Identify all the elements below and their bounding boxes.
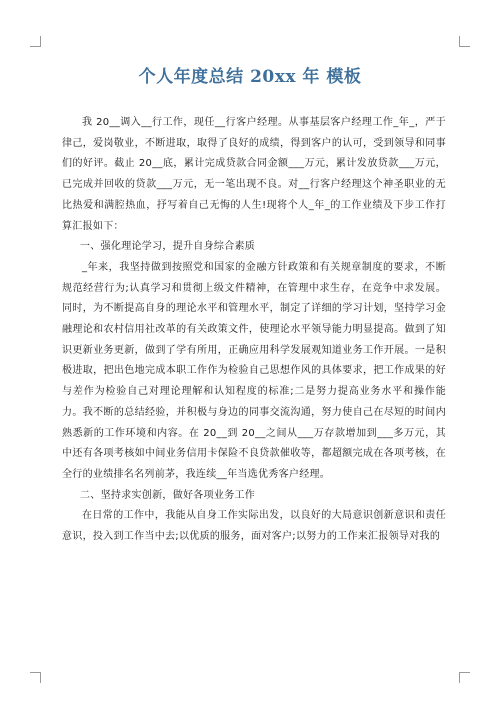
- intro-paragraph: 我 20__调入__行工作，现任__行客户经理。从事基层客户经理工作_年_，严于律己，爱岗敬业，不断进取，取得了良好的成绩，得到客户的认可，受到领导和同事们的好评。截止 20__底，累计完成贷款合同金额___万元，累计发放贷款___万元，已完成并回收的贷款___万元，无一笔出现不良。对__行客户经理这个神圣职业的无比热爱和满腔热血，抒写着自己无悔的人生!现将个人_年_的工作业绩及下步工作打算汇报如下：: [62, 117, 446, 232]
- top-right-crop-mark: [459, 36, 470, 47]
- bottom-right-crop-mark: [459, 672, 470, 683]
- bottom-left-crop-mark: [30, 672, 41, 683]
- section-2-paragraph: 在日常的工作中，我能从自身工作实际出发，以良好的大局意识创新意识和责任意识，投入到工作当中去;以优质的服务，面对客户;以努力的工作来汇报领导对我的: [62, 510, 446, 543]
- section-heading-1: 一、强化理论学习，提升自身综合素质: [80, 241, 256, 253]
- document-title: 个人年度总结 20xx 年 模板: [138, 67, 362, 87]
- document-body: [62, 113, 446, 548]
- top-left-crop-mark: [30, 36, 41, 47]
- section-1-paragraph: _年来，我坚持做到按照党和国家的金融方针政策和有关规章制度的要求，不断规范经营行为;认真学习和贯彻上级文件精神，在管理中求生存，在竞争中求发展。同时，为不断提高自身的理论水平和管理水平，制定了详细的学习计划，坚持学习金融理论和农村信用社改革的有关政策文件，使理论水平领导能力明显提高。做到了知识更新业务更新，做到了学有所用，正确应用科学发展观知道业务工作开展。一是积极进取，把出色地完成本职工作作为检验自己思想作风的具体要求，把工作成果的好与差作为检验自己对理论理解和认知程度的标准;二是努力提高业务水平和操作能力。我不断的总结经验，并积极与身边的同事交流沟通，努力使自己在尽短的时间内熟悉新的工作环境和内容。在 20__到 20__之间从___万存款增加到___多万元，其中还有各项考核如中间业务信用卡保险不良贷款催收等，都超额完成在各项考核，在全行的业绩排名名列前茅，我连续__年当选优秀客户经理。: [62, 261, 446, 480]
- section-heading-2: 二、坚持求实创新，做好各项业务工作: [80, 489, 256, 501]
